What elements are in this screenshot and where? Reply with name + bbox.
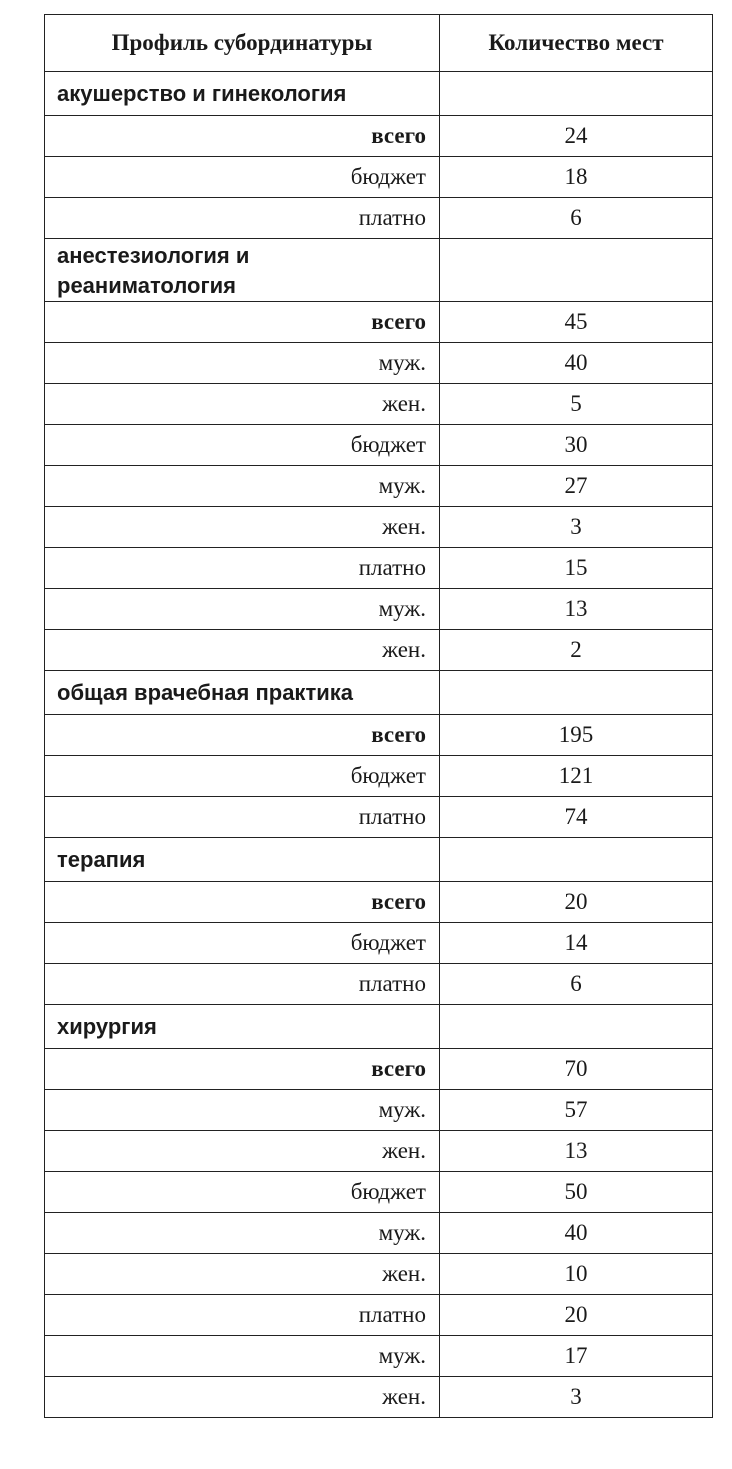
- section-empty-cell: [440, 671, 713, 715]
- row-label: платно: [45, 198, 440, 239]
- table-row: [45, 1213, 713, 1254]
- section-empty-cell: [440, 838, 713, 882]
- table-row: [45, 923, 713, 964]
- row-label: всего: [45, 715, 440, 756]
- section-title: терапия: [45, 838, 440, 882]
- section-title-line: реаниматология: [57, 273, 236, 298]
- row-value: 3: [440, 1377, 713, 1418]
- table-row: [45, 1131, 713, 1172]
- table-row: [45, 756, 713, 797]
- row-value: 14: [440, 923, 713, 964]
- places-table: [44, 14, 713, 1418]
- row-value: 195: [440, 715, 713, 756]
- section-empty-cell: [440, 72, 713, 116]
- row-value: 30: [440, 425, 713, 466]
- row-label: платно: [45, 1295, 440, 1336]
- table-row: [45, 797, 713, 838]
- column-header-profile: Профиль субординатуры: [45, 15, 440, 72]
- column-header-places: Количество мест: [440, 15, 713, 72]
- row-label: всего: [45, 1049, 440, 1090]
- table-row: [45, 1090, 713, 1131]
- row-label: жен.: [45, 1254, 440, 1295]
- row-label: бюджет: [45, 157, 440, 198]
- section-title-line: анестезиология и: [57, 243, 250, 268]
- table-row: [45, 715, 713, 756]
- table-row: [45, 116, 713, 157]
- row-label: жен.: [45, 507, 440, 548]
- table-row: [45, 589, 713, 630]
- row-value: 17: [440, 1336, 713, 1377]
- table-body: [45, 72, 713, 1418]
- row-value: 20: [440, 1295, 713, 1336]
- table-row: [45, 1295, 713, 1336]
- row-value: 15: [440, 548, 713, 589]
- section-row: [45, 1005, 713, 1049]
- row-value: 20: [440, 882, 713, 923]
- section-row: [45, 239, 713, 302]
- row-value: 50: [440, 1172, 713, 1213]
- row-value: 5: [440, 384, 713, 425]
- table-row: [45, 1377, 713, 1418]
- table-row: [45, 157, 713, 198]
- row-value: 13: [440, 1131, 713, 1172]
- table-row: [45, 1049, 713, 1090]
- table-row: [45, 1336, 713, 1377]
- row-label: жен.: [45, 1377, 440, 1418]
- row-value: 45: [440, 302, 713, 343]
- table-header: [45, 15, 713, 72]
- row-label: муж.: [45, 1336, 440, 1377]
- table-row: [45, 1172, 713, 1213]
- section-title: акушерство и гинекология: [45, 72, 440, 116]
- row-label: муж.: [45, 1213, 440, 1254]
- row-label: жен.: [45, 1131, 440, 1172]
- row-label: бюджет: [45, 1172, 440, 1213]
- row-label: муж.: [45, 589, 440, 630]
- table-row: [45, 343, 713, 384]
- table-row: [45, 630, 713, 671]
- row-label: муж.: [45, 1090, 440, 1131]
- row-value: 121: [440, 756, 713, 797]
- row-label: всего: [45, 116, 440, 157]
- header-row: [45, 15, 713, 72]
- row-label: всего: [45, 882, 440, 923]
- table-row: [45, 1254, 713, 1295]
- row-label: муж.: [45, 343, 440, 384]
- section-empty-cell: [440, 239, 713, 302]
- row-label: платно: [45, 964, 440, 1005]
- row-label: жен.: [45, 384, 440, 425]
- row-label: платно: [45, 797, 440, 838]
- row-value: 74: [440, 797, 713, 838]
- table-row: [45, 384, 713, 425]
- section-row: [45, 72, 713, 116]
- table-row: [45, 302, 713, 343]
- row-value: 2: [440, 630, 713, 671]
- row-value: 18: [440, 157, 713, 198]
- row-value: 27: [440, 466, 713, 507]
- table-row: [45, 964, 713, 1005]
- row-value: 13: [440, 589, 713, 630]
- table-row: [45, 548, 713, 589]
- section-row: [45, 671, 713, 715]
- section-row: [45, 838, 713, 882]
- row-label: бюджет: [45, 756, 440, 797]
- section-title: [45, 239, 440, 302]
- table-row: [45, 507, 713, 548]
- section-title: общая врачебная практика: [45, 671, 440, 715]
- row-value: 10: [440, 1254, 713, 1295]
- row-label: бюджет: [45, 425, 440, 466]
- row-value: 6: [440, 198, 713, 239]
- table-row: [45, 425, 713, 466]
- row-value: 70: [440, 1049, 713, 1090]
- section-empty-cell: [440, 1005, 713, 1049]
- row-label: платно: [45, 548, 440, 589]
- row-value: 40: [440, 1213, 713, 1254]
- table-row: [45, 466, 713, 507]
- table-row: [45, 882, 713, 923]
- row-value: 6: [440, 964, 713, 1005]
- table-row: [45, 198, 713, 239]
- row-label: муж.: [45, 466, 440, 507]
- row-value: 57: [440, 1090, 713, 1131]
- row-label: бюджет: [45, 923, 440, 964]
- row-label: жен.: [45, 630, 440, 671]
- section-title: хирургия: [45, 1005, 440, 1049]
- row-value: 3: [440, 507, 713, 548]
- row-value: 24: [440, 116, 713, 157]
- row-value: 40: [440, 343, 713, 384]
- row-label: всего: [45, 302, 440, 343]
